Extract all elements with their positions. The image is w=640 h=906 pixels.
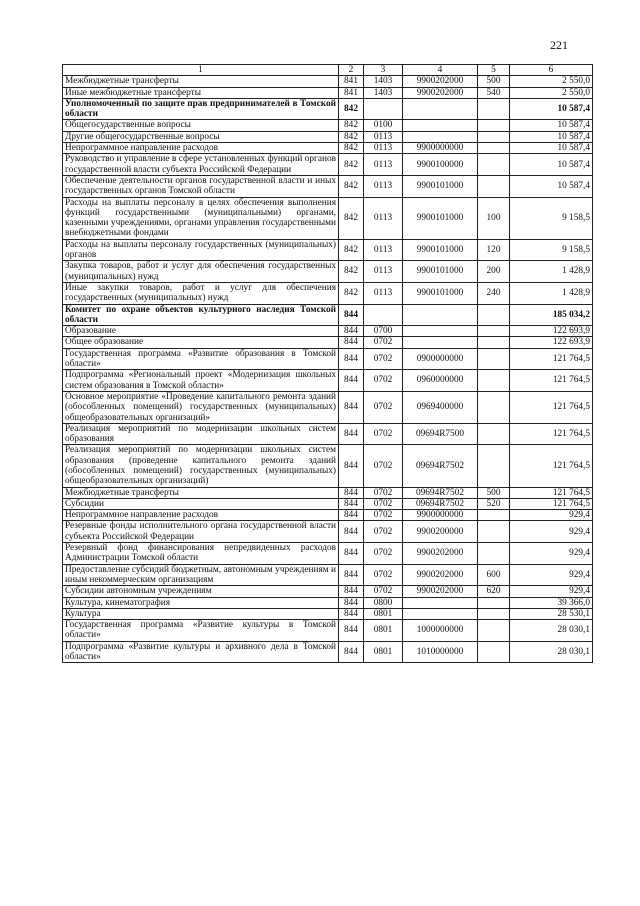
row-section: 1403: [364, 87, 403, 98]
row-amount: 122 693,9: [510, 337, 593, 348]
row-target: 9900000000: [403, 510, 478, 521]
row-target: 09694R7502: [403, 445, 478, 487]
row-expense-type: 600: [478, 564, 510, 586]
table-header-row: [63, 65, 593, 76]
row-name: Культура: [63, 608, 339, 619]
row-section: 0702: [364, 543, 403, 565]
row-target: 9900101000: [403, 197, 478, 239]
table-row: [63, 487, 593, 498]
row-section: 0702: [364, 445, 403, 487]
row-section: 0702: [364, 521, 403, 543]
row-amount: 39 366,0: [510, 597, 593, 608]
row-target: [403, 597, 478, 608]
row-code: 844: [339, 348, 364, 370]
row-expense-type: [478, 543, 510, 565]
row-name: Общегосударственные вопросы: [63, 120, 339, 131]
page-number: 221: [550, 38, 568, 52]
row-name: Расходы на выплаты персоналу в целях обеспечения выполнения функций государственными (муниципальными) органами, казенными учреждениями, органами управления государственными внебюджетными фондами: [63, 197, 339, 239]
table-row: [63, 597, 593, 608]
table-row: [63, 76, 593, 87]
row-expense-type: [478, 154, 510, 176]
row-name: Комитет по охране объектов культурного наследия Томской области: [63, 304, 339, 326]
table-row: [63, 326, 593, 337]
row-expense-type: 240: [478, 282, 510, 304]
row-amount: 121 764,5: [510, 487, 593, 498]
row-section: 0113: [364, 282, 403, 304]
row-expense-type: [478, 304, 510, 326]
row-target: 0900000000: [403, 348, 478, 370]
table-row: [63, 498, 593, 509]
table-row: [63, 391, 593, 423]
row-amount: 1 428,9: [510, 261, 593, 283]
row-amount: 10 587,4: [510, 131, 593, 142]
row-section: 0702: [364, 348, 403, 370]
row-target: 9900202000: [403, 543, 478, 565]
table-row: [63, 510, 593, 521]
table-row: [63, 337, 593, 348]
row-target: 9900202000: [403, 87, 478, 98]
row-name: Межбюджетные трансферты: [63, 487, 339, 498]
row-target: [403, 304, 478, 326]
row-name: Субсидии: [63, 498, 339, 509]
row-expense-type: 520: [478, 498, 510, 509]
row-target: 9900101000: [403, 239, 478, 261]
row-name: Государственная программа «Развитие культуры в Томской области»: [63, 620, 339, 642]
row-section: 0113: [364, 239, 403, 261]
row-target: 09694R7500: [403, 423, 478, 445]
row-expense-type: 620: [478, 586, 510, 597]
table-row: [63, 143, 593, 154]
row-name: Расходы на выплаты персоналу государственных (муниципальных) органов: [63, 239, 339, 261]
row-amount: 28 030,1: [510, 641, 593, 663]
row-code: 844: [339, 304, 364, 326]
row-target: [403, 326, 478, 337]
row-target: 9900200000: [403, 521, 478, 543]
row-name: Общее образование: [63, 337, 339, 348]
row-name: Руководство и управление в сфере установленных функций органов государственной власти субъекта Российской Федерации: [63, 154, 339, 176]
row-section: 0800: [364, 597, 403, 608]
header-cell: 1: [63, 65, 339, 76]
row-name: Иные закупки товаров, работ и услуг для обеспечения государственных (муниципальных) нужд: [63, 282, 339, 304]
row-amount: 9 158,5: [510, 239, 593, 261]
row-code: 841: [339, 87, 364, 98]
row-name: Образование: [63, 326, 339, 337]
row-expense-type: [478, 337, 510, 348]
row-amount: 10 587,4: [510, 143, 593, 154]
row-amount: 10 587,4: [510, 120, 593, 131]
row-amount: 121 764,5: [510, 391, 593, 423]
row-expense-type: [478, 423, 510, 445]
table-row: [63, 543, 593, 565]
header-cell: 4: [403, 65, 478, 76]
row-expense-type: 200: [478, 261, 510, 283]
table-row: [63, 521, 593, 543]
row-expense-type: [478, 521, 510, 543]
row-name: Предоставление субсидий бюджетным, автономным учреждениям и иным некоммерческим организациям: [63, 564, 339, 586]
row-amount: 121 764,5: [510, 423, 593, 445]
row-expense-type: 500: [478, 487, 510, 498]
row-code: 844: [339, 423, 364, 445]
row-expense-type: 120: [478, 239, 510, 261]
row-target: [403, 337, 478, 348]
row-target: 9900000000: [403, 143, 478, 154]
row-amount: 929,4: [510, 521, 593, 543]
row-expense-type: 500: [478, 76, 510, 87]
row-amount: 929,4: [510, 510, 593, 521]
row-expense-type: [478, 370, 510, 392]
header-cell: 2: [339, 65, 364, 76]
table-row: [63, 370, 593, 392]
row-amount: 28 030,1: [510, 620, 593, 642]
row-code: 842: [339, 98, 364, 120]
row-name: Непрограммное направление расходов: [63, 143, 339, 154]
row-name: Обеспечение деятельности органов государственной власти и иных государственных органов Томской области: [63, 175, 339, 197]
row-name: Основное мероприятие «Проведение капитального ремонта зданий (обособленных помещений) государственных (муниципальных) общеобразовательных организаций»: [63, 391, 339, 423]
row-amount: 121 764,5: [510, 348, 593, 370]
row-target: 0960000000: [403, 370, 478, 392]
row-section: 0113: [364, 131, 403, 142]
table-row: [63, 175, 593, 197]
row-code: 844: [339, 521, 364, 543]
table-row: [63, 304, 593, 326]
row-section: 0702: [364, 370, 403, 392]
row-code: 844: [339, 543, 364, 565]
row-section: 0702: [364, 391, 403, 423]
table-row: [63, 87, 593, 98]
row-target: 9900101000: [403, 282, 478, 304]
row-amount: 9 158,5: [510, 197, 593, 239]
row-expense-type: [478, 510, 510, 521]
row-section: 0702: [364, 423, 403, 445]
table-row: [63, 620, 593, 642]
row-name: Субсидии автономным учреждениям: [63, 586, 339, 597]
row-section: 0702: [364, 510, 403, 521]
row-expense-type: 100: [478, 197, 510, 239]
row-amount: 28 530,1: [510, 608, 593, 619]
row-expense-type: [478, 326, 510, 337]
table-row: [63, 445, 593, 487]
row-code: 844: [339, 620, 364, 642]
row-target: 9900202000: [403, 76, 478, 87]
row-code: 844: [339, 370, 364, 392]
row-section: 0801: [364, 608, 403, 619]
row-name: Закупка товаров, работ и услуг для обеспечения государственных (муниципальных) нужд: [63, 261, 339, 283]
row-amount: 2 550,0: [510, 76, 593, 87]
table-row: [63, 98, 593, 120]
row-amount: 10 587,4: [510, 154, 593, 176]
row-code: 844: [339, 510, 364, 521]
row-target: 9900101000: [403, 175, 478, 197]
row-amount: 10 587,4: [510, 98, 593, 120]
row-section: 0113: [364, 197, 403, 239]
row-section: 0801: [364, 620, 403, 642]
row-section: 0702: [364, 337, 403, 348]
row-amount: 929,4: [510, 564, 593, 586]
table-row: [63, 348, 593, 370]
row-section: [364, 98, 403, 120]
row-code: 842: [339, 120, 364, 131]
row-target: [403, 120, 478, 131]
row-code: 844: [339, 445, 364, 487]
row-name: Непрограммное направление расходов: [63, 510, 339, 521]
row-target: 9900101000: [403, 261, 478, 283]
row-section: 0702: [364, 564, 403, 586]
row-name: Другие общегосударственные вопросы: [63, 131, 339, 142]
table-row: [63, 608, 593, 619]
row-expense-type: [478, 143, 510, 154]
row-section: 0702: [364, 586, 403, 597]
table-row: [63, 154, 593, 176]
row-code: 842: [339, 282, 364, 304]
row-name: Культура, кинематография: [63, 597, 339, 608]
row-section: 0702: [364, 498, 403, 509]
row-expense-type: [478, 641, 510, 663]
row-expense-type: [478, 620, 510, 642]
table-row: [63, 564, 593, 586]
row-amount: 1 428,9: [510, 282, 593, 304]
row-code: 844: [339, 608, 364, 619]
row-code: 842: [339, 175, 364, 197]
table-row: [63, 586, 593, 597]
budget-table: [62, 64, 593, 663]
row-amount: 121 764,5: [510, 370, 593, 392]
row-amount: 121 764,5: [510, 445, 593, 487]
row-expense-type: [478, 131, 510, 142]
table-row: [63, 120, 593, 131]
row-name: Уполномоченный по защите прав предпринимателей в Томской области: [63, 98, 339, 120]
row-amount: 929,4: [510, 543, 593, 565]
row-code: 842: [339, 154, 364, 176]
row-name: Реализация мероприятий по модернизации школьных систем образования (проведение капитального ремонта зданий (обособленных помещений) государственных (муниципальных) общеобразовательных организаций): [63, 445, 339, 487]
row-code: 844: [339, 326, 364, 337]
table-row: [63, 239, 593, 261]
row-section: 0700: [364, 326, 403, 337]
row-amount: 121 764,5: [510, 498, 593, 509]
row-target: 09694R7502: [403, 487, 478, 498]
row-code: 842: [339, 197, 364, 239]
row-target: [403, 98, 478, 120]
row-section: 0113: [364, 261, 403, 283]
row-name: Подпрограмма «Развитие культуры и архивного дела в Томской области»: [63, 641, 339, 663]
row-code: 844: [339, 487, 364, 498]
row-expense-type: [478, 175, 510, 197]
row-name: Государственная программа «Развитие образования в Томской области»: [63, 348, 339, 370]
row-target: 0969400000: [403, 391, 478, 423]
row-expense-type: [478, 391, 510, 423]
header-cell: 6: [510, 65, 593, 76]
row-name: Реализация мероприятий по модернизации школьных систем образования: [63, 423, 339, 445]
row-target: 9900202000: [403, 564, 478, 586]
row-amount: 122 693,9: [510, 326, 593, 337]
table-row: [63, 197, 593, 239]
row-code: 844: [339, 564, 364, 586]
row-code: 844: [339, 337, 364, 348]
row-section: 0702: [364, 487, 403, 498]
row-name: Резервные фонды исполнительного органа государственной власти субъекта Российской Федерации: [63, 521, 339, 543]
row-target: 1010000000: [403, 641, 478, 663]
row-amount: 185 034,2: [510, 304, 593, 326]
row-amount: 2 550,0: [510, 87, 593, 98]
row-section: 0113: [364, 143, 403, 154]
row-name: Резервный фонд финансирования непредвиденных расходов Администрации Томской области: [63, 543, 339, 565]
row-expense-type: 540: [478, 87, 510, 98]
row-expense-type: [478, 597, 510, 608]
table-row: [63, 261, 593, 283]
row-code: 844: [339, 498, 364, 509]
row-target: [403, 131, 478, 142]
row-code: 844: [339, 641, 364, 663]
table-row: [63, 641, 593, 663]
row-expense-type: [478, 348, 510, 370]
row-section: 0113: [364, 154, 403, 176]
row-code: 842: [339, 131, 364, 142]
header-cell: 5: [478, 65, 510, 76]
row-section: [364, 304, 403, 326]
row-amount: 10 587,4: [510, 175, 593, 197]
row-name: Иные межбюджетные трансферты: [63, 87, 339, 98]
row-target: 1000000000: [403, 620, 478, 642]
row-expense-type: [478, 608, 510, 619]
row-target: 9900100000: [403, 154, 478, 176]
table-row: [63, 131, 593, 142]
table-row: [63, 423, 593, 445]
row-section: 0100: [364, 120, 403, 131]
header-cell: 3: [364, 65, 403, 76]
row-expense-type: [478, 98, 510, 120]
row-expense-type: [478, 445, 510, 487]
row-section: 0801: [364, 641, 403, 663]
row-section: 0113: [364, 175, 403, 197]
row-target: 9900202000: [403, 586, 478, 597]
row-expense-type: [478, 120, 510, 131]
row-code: 844: [339, 586, 364, 597]
row-code: 844: [339, 597, 364, 608]
row-code: 841: [339, 76, 364, 87]
row-code: 842: [339, 143, 364, 154]
row-code: 842: [339, 261, 364, 283]
row-target: 09694R7502: [403, 498, 478, 509]
row-code: 844: [339, 391, 364, 423]
row-section: 1403: [364, 76, 403, 87]
table-row: [63, 282, 593, 304]
row-amount: 929,4: [510, 586, 593, 597]
row-code: 842: [339, 239, 364, 261]
row-target: [403, 608, 478, 619]
row-name: Межбюджетные трансферты: [63, 76, 339, 87]
row-name: Подпрограмма «Региональный проект «Модернизация школьных систем образования в Томской области»: [63, 370, 339, 392]
